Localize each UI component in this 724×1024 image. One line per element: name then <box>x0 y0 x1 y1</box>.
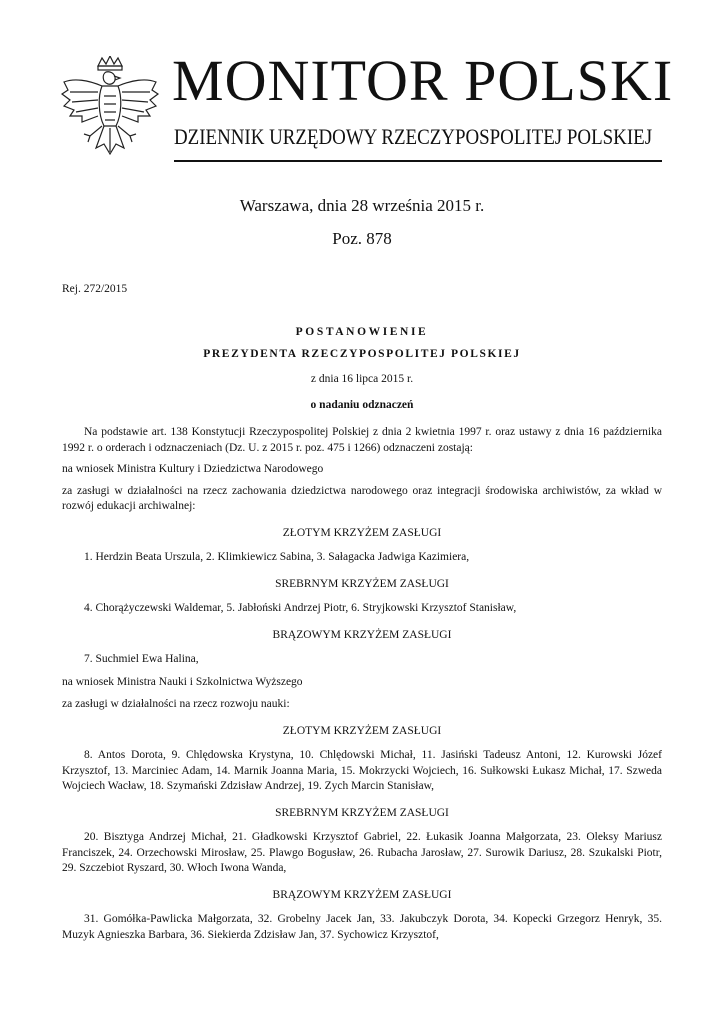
merits-paragraph: za zasługi w działalności na rzecz zachowania dziedzictwa narodowego oraz integracji środowiska archiwistów, za wkład w rozwój edukacji archiwalnej: <box>62 484 662 512</box>
award-heading: ZŁOTYM KRZYŻEM ZASŁUGI <box>282 724 442 737</box>
document-body <box>62 325 662 943</box>
award-heading: SREBRNYM KRZYŻEM ZASŁUGI <box>275 806 449 819</box>
masthead-title: MONITOR POLSKI <box>172 48 674 113</box>
polish-eagle-emblem <box>58 56 162 166</box>
recipients-list: 31. Gomółka-Pawlicka Małgorzata, 32. Grobelny Jacek Jan, 33. Jakubczyk Dorota, 34. Kopecki Grzegorz Henryk, 35. Muzyk Agnieszka Barbara, 36. Siekierda Zdzisław Jan, 37. Sychowicz Krzysztof, <box>62 913 662 941</box>
decree-type: POSTANOWIENIE <box>295 326 429 338</box>
merits-paragraph: za zasługi w działalności na rzecz rozwoju nauki: <box>62 698 290 710</box>
recipients-list: 7. Suchmiel Ewa Halina, <box>84 653 199 665</box>
recipients-list: 1. Herdzin Beata Urszula, 2. Klimkiewicz Sabina, 3. Sałagacka Jadwiga Kazimiera, <box>84 551 470 563</box>
recipients-list: 4. Chorążyczewski Waldemar, 5. Jabłoński Andrzej Piotr, 6. Stryjkowski Krzysztof Stanisław, <box>84 602 517 614</box>
decree-date: z dnia 16 lipca 2015 r. <box>310 373 414 385</box>
award-heading: BRĄZOWYM KRZYŻEM ZASŁUGI <box>272 888 452 901</box>
position-number: Poz. 878 <box>332 229 392 248</box>
recipients-list: 20. Bisztyga Andrzej Michał, 21. Gładkowski Krzysztof Gabriel, 22. Łukasik Joanna Małgorzata, 23. Oleksy Mariusz Franciszek, 24. Orzechowski Mirosław, 25. Plawgo Bogusław, 26. Rubacha Jarosław, 27. Surowik Dariusz, 28. Szukalski Piotr, 29. Szczebiot Ryszard, 30. Włoch Iwona Wanda, <box>62 831 662 874</box>
award-heading: SREBRNYM KRZYŻEM ZASŁUGI <box>275 577 449 590</box>
award-heading: ZŁOTYM KRZYŻEM ZASŁUGI <box>282 526 442 539</box>
decree-subject: o nadaniu odznaczeń <box>310 398 414 411</box>
motion-paragraph: na wniosek Ministra Kultury i Dziedzictwa Narodowego <box>62 463 324 475</box>
motion-paragraph: na wniosek Ministra Nauki i Szkolnictwa Wyższego <box>62 675 303 688</box>
award-heading: BRĄZOWYM KRZYŻEM ZASŁUGI <box>272 628 452 641</box>
registry-number: Rej. 272/2015 <box>62 283 128 295</box>
intro-paragraph: Na podstawie art. 138 Konstytucji Rzeczypospolitej Polskiej z dnia 2 kwietnia 1997 r. oraz ustawy z dnia 16 października 1992 r. o orderach i odznaczeniach (Dz. U. z 2015 r. poz. 475 i 1266) odznaczeni zostają: <box>62 426 662 454</box>
masthead-divider <box>174 160 662 162</box>
recipients-list: 8. Antos Dorota, 9. Chlędowska Krystyna, 10. Chlędowski Michał, 11. Jasiński Tadeusz Antoni, 12. Kurowski Józef Krzysztof, 13. Marciniec Adam, 14. Marnik Joanna Maria, 15. Mokrzycki Wojciech, 16. Sułkowski Łukasz Michał, 17. Szweda Wojciech Wacław, 18. Szymański Zdzisław Andrzej, 19. Zych Marcin Stanisław, <box>62 749 662 792</box>
date-line: Warszawa, dnia 28 września 2015 r. <box>239 196 485 215</box>
decree-issuer: PREZYDENTA RZECZYPOSPOLITEJ POLSKIEJ <box>203 347 521 360</box>
masthead-subtitle: DZIENNIK URZĘDOWY RZECZYPOSPOLITEJ POLSKIEJ <box>174 124 653 149</box>
